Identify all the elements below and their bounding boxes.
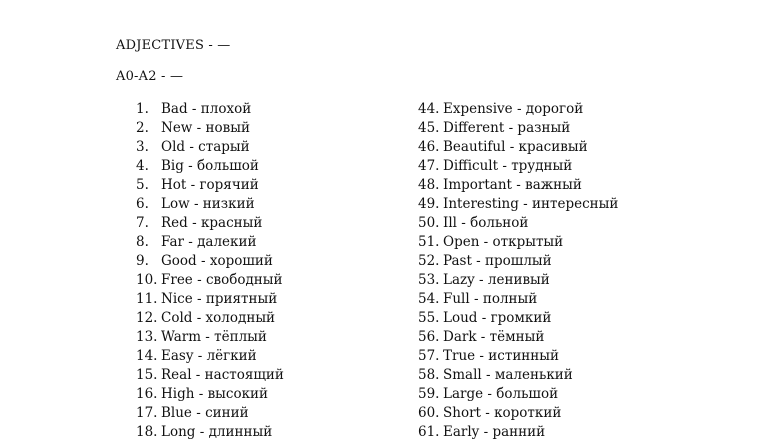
item-number: 53.	[418, 272, 440, 288]
item-number: 4.	[136, 158, 149, 174]
item-number: 2.	[136, 120, 149, 136]
list-item	[136, 309, 284, 328]
level-subheading: A0-A2 - —	[116, 69, 184, 84]
item-text: Blue - синий	[161, 405, 249, 421]
item-number: 5.	[136, 177, 149, 193]
item-number: 16.	[136, 386, 158, 402]
item-text: Difficult - трудный	[443, 158, 573, 174]
item-number: 13.	[136, 329, 158, 345]
list-item	[136, 347, 284, 366]
list-item	[418, 385, 618, 404]
item-text: Low - низкий	[161, 196, 255, 212]
list-item	[136, 138, 284, 157]
item-number: 14.	[136, 348, 158, 364]
item-number: 11.	[136, 291, 158, 307]
item-text: Dark - тёмный	[443, 329, 545, 345]
item-number: 54.	[418, 291, 440, 307]
item-text: Big - большой	[161, 158, 259, 174]
list-item	[418, 404, 618, 423]
item-text: Different - разный	[443, 120, 571, 136]
item-number: 48.	[418, 177, 440, 193]
item-number: 58.	[418, 367, 440, 383]
item-text: Past - прошлый	[443, 253, 552, 269]
list-item	[136, 271, 284, 290]
item-text: Expensive - дорогой	[443, 101, 584, 117]
item-text: Open - открытый	[443, 234, 564, 250]
list-item	[418, 252, 618, 271]
item-text: Nice - приятный	[161, 291, 278, 307]
list-item	[418, 176, 618, 195]
item-text: Loud - громкий	[443, 310, 552, 326]
item-text: Important - важный	[443, 177, 582, 193]
item-number: 17.	[136, 405, 158, 421]
item-number: 10.	[136, 272, 158, 288]
item-number: 46.	[418, 139, 440, 155]
list-item	[418, 309, 618, 328]
item-number: 51.	[418, 234, 440, 250]
list-item	[418, 157, 618, 176]
list-item	[418, 138, 618, 157]
item-text: True - истинный	[443, 348, 560, 364]
item-number: 1.	[136, 101, 149, 117]
item-number: 56.	[418, 329, 440, 345]
list-item	[136, 214, 284, 233]
item-text: High - высокий	[161, 386, 269, 402]
item-number: 55.	[418, 310, 440, 326]
list-item	[136, 423, 284, 442]
item-text: Small - маленький	[443, 367, 573, 383]
list-item	[136, 195, 284, 214]
list-item	[418, 290, 618, 309]
list-item	[136, 385, 284, 404]
item-number: 57.	[418, 348, 440, 364]
list-item	[136, 119, 284, 138]
item-number: 44.	[418, 101, 440, 117]
item-number: 3.	[136, 139, 149, 155]
list-item	[136, 328, 284, 347]
list-item	[418, 214, 618, 233]
item-number: 8.	[136, 234, 149, 250]
list-item	[418, 233, 618, 252]
document-heading: ADJECTIVES - —	[116, 38, 231, 53]
item-text: New - новый	[161, 120, 250, 136]
item-number: 7.	[136, 215, 149, 231]
item-number: 47.	[418, 158, 440, 174]
item-number: 52.	[418, 253, 440, 269]
list-item	[136, 252, 284, 271]
list-item	[418, 119, 618, 138]
list-item	[136, 157, 284, 176]
list-item	[418, 100, 618, 119]
item-number: 15.	[136, 367, 158, 383]
list-item	[136, 290, 284, 309]
item-number: 49.	[418, 196, 440, 212]
item-number: 60.	[418, 405, 440, 421]
list-item	[418, 195, 618, 214]
adjective-list-right	[418, 100, 618, 442]
item-text: Old - старый	[161, 139, 250, 155]
list-item	[136, 176, 284, 195]
item-text: Short - короткий	[443, 405, 562, 421]
list-item	[136, 366, 284, 385]
item-text: Ill - больной	[443, 215, 529, 231]
item-text: Easy - лёгкий	[161, 348, 257, 364]
item-text: Lazy - ленивый	[443, 272, 550, 288]
item-text: Free - свободный	[161, 272, 283, 288]
adjective-list-left	[136, 100, 284, 442]
list-item	[418, 347, 618, 366]
item-text: Bad - плохой	[161, 101, 252, 117]
item-text: Cold - холодный	[161, 310, 276, 326]
list-item	[136, 233, 284, 252]
item-number: 45.	[418, 120, 440, 136]
item-text: Red - красный	[161, 215, 263, 231]
item-number: 12.	[136, 310, 158, 326]
item-text: Full - полный	[443, 291, 538, 307]
item-text: Interesting - интересный	[443, 196, 619, 212]
list-item	[418, 423, 618, 442]
item-text: Early - ранний	[443, 424, 546, 440]
item-number: 59.	[418, 386, 440, 402]
list-item	[136, 100, 284, 119]
item-text: Good - хороший	[161, 253, 273, 269]
list-item	[418, 366, 618, 385]
item-number: 61.	[418, 424, 440, 440]
item-number: 9.	[136, 253, 149, 269]
item-number: 50.	[418, 215, 440, 231]
list-item	[418, 328, 618, 347]
item-text: Large - большой	[443, 386, 559, 402]
list-item	[136, 404, 284, 423]
item-text: Warm - тёплый	[161, 329, 267, 345]
item-text: Real - настоящий	[161, 367, 284, 383]
list-item	[418, 271, 618, 290]
item-number: 18.	[136, 424, 158, 440]
item-text: Long - длинный	[161, 424, 273, 440]
item-number: 6.	[136, 196, 149, 212]
item-text: Far - далекий	[161, 234, 257, 250]
item-text: Hot - горячий	[161, 177, 259, 193]
item-text: Beautiful - красивый	[443, 139, 588, 155]
